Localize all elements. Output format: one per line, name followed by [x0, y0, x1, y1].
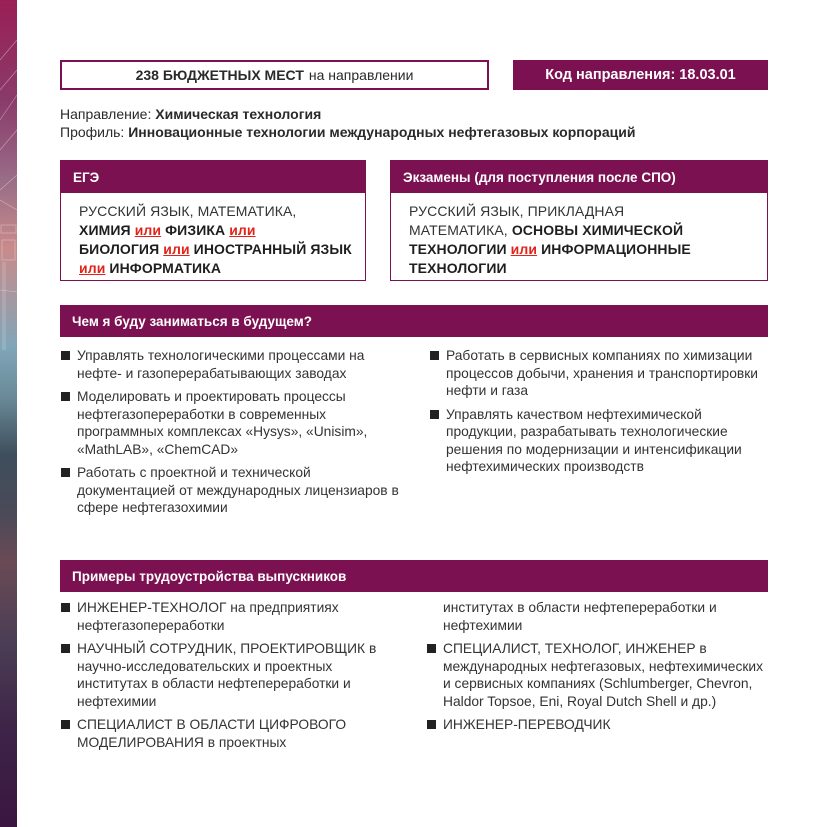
bullet-square-icon — [61, 392, 70, 401]
bullet-square-icon — [61, 644, 70, 653]
job-title: СПЕЦИАЛИСТ, ТЕХНОЛОГ, ИНЖЕНЕР — [443, 641, 696, 656]
or-connector: или — [229, 222, 256, 238]
spo-required: РУССКИЙ ЯЗЫК, ПРИКЛАДНАЯ МАТЕМАТИКА, — [409, 203, 625, 238]
list-item — [60, 599, 405, 634]
spo-subjects — [391, 193, 767, 278]
job-description: на предприятиях нефтегазопереработки — [77, 600, 339, 633]
profile-line — [60, 124, 635, 140]
ege-subject: ФИЗИКА — [165, 222, 226, 238]
bullet-square-icon — [430, 410, 439, 419]
job-description: в научно-исследовательских и проектных институтах в области нефтепереработки и нефтехимии — [77, 641, 377, 709]
or-connector: или — [163, 241, 190, 257]
list-item — [60, 347, 405, 382]
bullet-square-icon — [61, 720, 70, 729]
job-description: в проектных — [207, 734, 287, 750]
direction-code-box: Код направления: 18.03.01 — [513, 60, 768, 90]
or-connector: или — [134, 222, 162, 238]
profile-value: Инновационные технологии международных нефтегазовых корпораций — [128, 124, 636, 140]
direction-line — [60, 106, 321, 122]
list-item-text: Моделировать и проектировать процессы нефтегазопереработки в современных программных комплексах «Hysys», «Unisim», «MathLAB», «ChemCAD» — [77, 389, 368, 457]
list-item-text: Управлять качеством нефтехимической продукции, разрабатывать технологические решения по модернизации и интенсификации нефтехимических производств — [446, 406, 742, 474]
ege-subject: ИНОСТРАННЫЙ ЯЗЫК — [193, 241, 352, 257]
jobs-list-right — [426, 599, 771, 740]
future-list-left — [60, 347, 405, 523]
bullet-square-icon — [61, 603, 70, 612]
spo-box — [390, 160, 768, 281]
budget-places-suffix: на направлении — [308, 67, 414, 83]
job-title: ИНЖЕНЕР-ПЕРЕВОДЧИК — [443, 717, 611, 732]
bullet-square-icon — [427, 644, 436, 653]
ege-subject: ИНФОРМАТИКА — [109, 260, 222, 276]
list-item-text: Управлять технологическими процессами на нефте- и газоперерабатывающих заводах — [77, 348, 365, 381]
future-list-right — [429, 347, 774, 482]
list-item-text: Работать с проектной и технической документацией от международных лицензиаров в сфере нефтегазохимии — [77, 465, 399, 515]
list-item — [429, 347, 774, 400]
list-item-text: Работать в сервисных компаниях по химизации процессов добычи, хранения и транспортировки нефти и газа — [446, 348, 758, 398]
direction-label: Направление: — [60, 106, 152, 122]
list-item — [60, 464, 405, 517]
profile-label: Профиль: — [60, 124, 125, 140]
bullet-square-icon — [61, 468, 70, 477]
or-connector: или — [79, 260, 106, 276]
future-section-header: Чем я буду заниматься в будущем? — [60, 305, 768, 337]
job-title: ИНЖЕНЕР-ТЕХНОЛОГ — [77, 600, 227, 615]
bullet-square-icon — [61, 351, 70, 360]
list-item — [60, 640, 405, 710]
list-item — [426, 640, 771, 710]
jobs-section-header: Примеры трудоустройства выпускников — [60, 560, 768, 592]
job-description: в международных нефтегазовых, нефтехимических и сервисных компаниях (Schlumberger, Chevron, Haldor Topsoe, Eni, Royal Dutch Shell и др.) — [443, 641, 763, 709]
spo-subject: ИНФОРМАЦИОННЫЕ ТЕХНОЛОГИИ — [409, 241, 691, 276]
list-item — [426, 716, 771, 734]
direction-value: Химическая технология — [155, 106, 322, 122]
job-title: НАУЧНЫЙ СОТРУДНИК, ПРОЕКТИРОВЩИК — [77, 641, 366, 656]
jobs-list-left — [60, 599, 405, 757]
job-title: СПЕЦИАЛИСТ В ОБЛАСТИ ЦИФРОВОГО МОДЕЛИРОВАНИЯ — [77, 717, 347, 750]
bullet-square-icon — [430, 351, 439, 360]
ege-subjects — [61, 193, 365, 278]
spo-title: Экзамены (для поступления после СПО) — [391, 161, 767, 193]
budget-places-count: 238 БЮДЖЕТНЫХ МЕСТ — [135, 67, 304, 83]
list-item — [60, 716, 405, 751]
refinery-sketch-overlay — [0, 0, 17, 827]
list-item-continuation: институтах в области нефтепереработки и нефтехимии — [443, 600, 717, 633]
budget-places-box — [60, 60, 489, 90]
ege-title: ЕГЭ — [61, 161, 365, 193]
ege-subject: БИОЛОГИЯ — [79, 241, 160, 257]
spo-subject: ОСНОВЫ ХИМИЧЕСКОЙ ТЕХНОЛОГИИ — [409, 222, 684, 257]
ege-subject: ХИМИЯ — [79, 222, 131, 238]
bullet-square-icon — [427, 720, 436, 729]
ege-box — [60, 160, 366, 281]
ege-required: РУССКИЙ ЯЗЫК, МАТЕМАТИКА, — [79, 203, 297, 219]
list-item — [60, 388, 405, 458]
list-item — [429, 406, 774, 476]
or-connector: или — [510, 241, 538, 257]
